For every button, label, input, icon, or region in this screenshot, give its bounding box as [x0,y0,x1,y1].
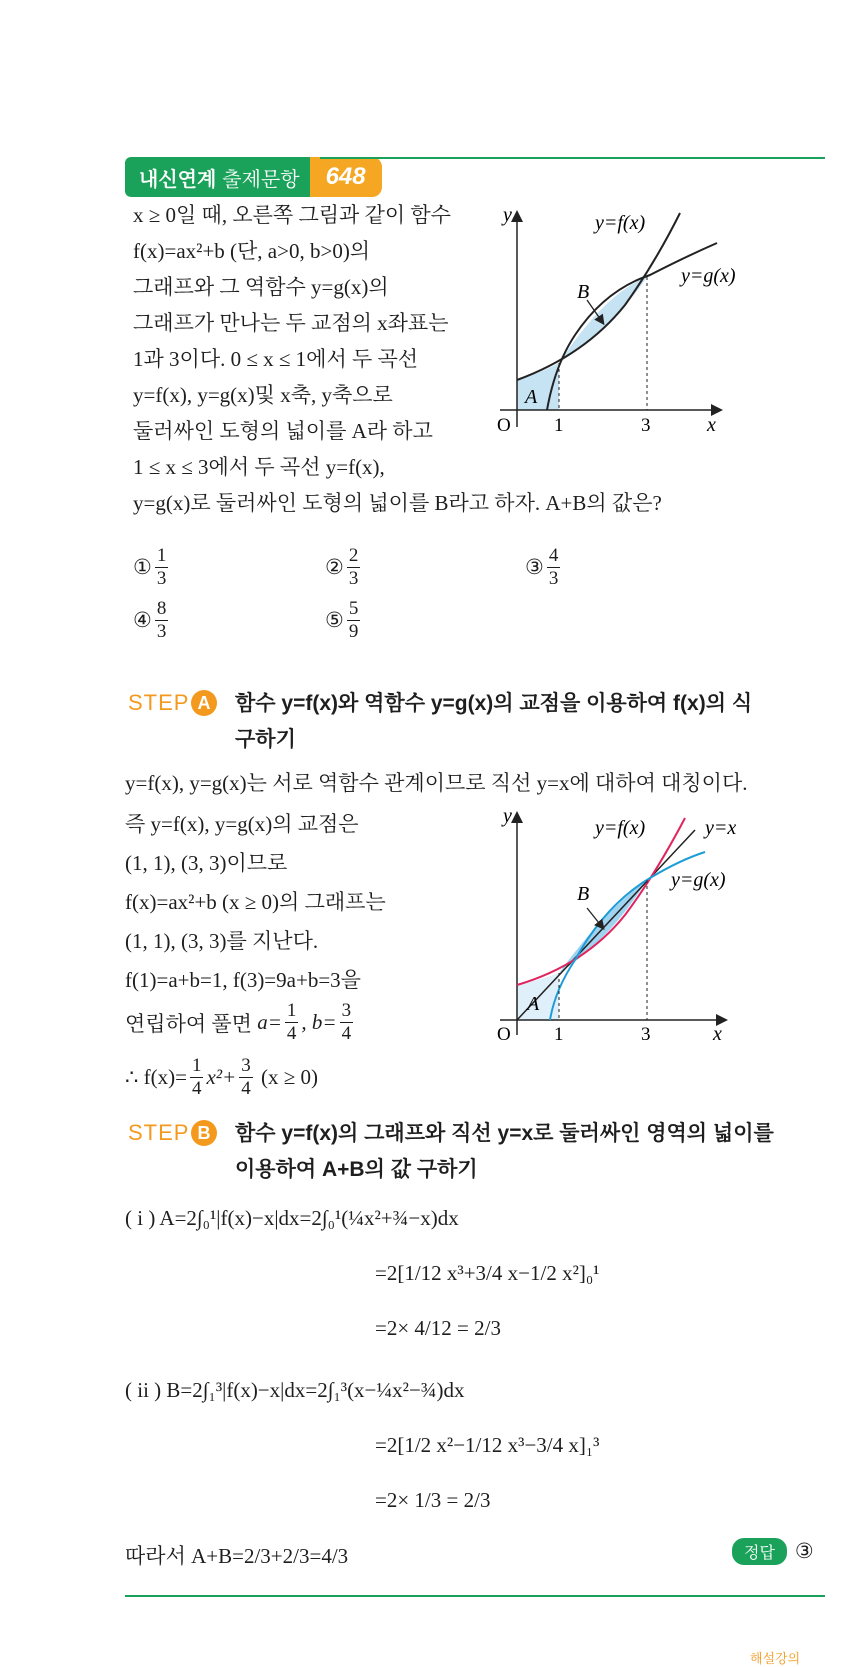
choice-frac: $\frac{5}{9}$ [348,598,359,642]
symmetry-line: y=f(x), y=g(x)는 서로 역함수 관계이므로 직선 y=x에 대하여 대칭이다. [125,771,748,795]
result-suffix: (x ≥ 0) [260,1065,318,1089]
problem-line: y=g(x)로 둘러싸인 도형의 넓이를 B라고 하자. A+B의 값은? [133,491,662,515]
area-b-label: B [577,883,590,905]
x-axis-label: x [707,414,716,436]
tick-1: 1 [554,415,564,436]
choice-num: ② [325,555,344,579]
answer-label: 정답 [732,1538,787,1565]
step-label: STEP [128,1120,190,1145]
choice-frac: $\frac{8}{3}$ [156,598,167,642]
step-letter: A [191,690,217,716]
curve-f [517,213,680,380]
problem-number: 648 [310,157,382,197]
calc-i-line2: =2[1/12 x³+3/4 x−1/2 x²]₀¹ [375,1261,600,1285]
solve-line [125,1000,356,1045]
step-title-line: 이용하여 A+B의 값 구하기 [235,1158,478,1181]
choice-num: ① [133,555,152,579]
badge-bold-text: 내신연계 [139,168,217,191]
tick-1: 1 [554,1024,564,1045]
area-b-fill [559,880,647,973]
tick-3: 3 [641,415,651,436]
area-a-label: A [525,386,538,408]
area-b-label: B [577,281,590,303]
footer-rule [125,1595,825,1597]
b-frac: $\frac{3}{4}$ [341,1000,352,1044]
step-letter: B [191,1120,217,1146]
calc-i-line3: =2× 4/12 = 2/3 [375,1316,501,1340]
choice-num: ⑤ [325,608,344,632]
result-mid: x²+ [206,1065,237,1089]
final-line: 따라서 A+B=2/3+2/3=4/3 [125,1544,349,1568]
badge-green [125,157,310,197]
step-title-line: 구하기 [235,728,296,751]
tick-3: 3 [641,1024,651,1045]
problem-line: y=f(x), y=g(x)및 x축, y축으로 [133,383,393,407]
step-a-line: f(x)=ax²+b (x ≥ 0)의 그래프는 [125,890,386,914]
problem-line: 둘러싸인 도형의 넓이를 A라 하고 [133,419,433,443]
step-a-line: (1, 1), (3, 3)를 지난다. [125,929,319,953]
answer-value: ③ [794,1539,814,1563]
calc-i-line1: ( i ) A=2∫₀¹|f(x)−x|dx=2∫₀¹(¼x²+¾−x)dx [125,1206,459,1230]
choice-5[interactable] [325,598,363,643]
step-a-line: (1, 1), (3, 3)이므로 [125,851,288,875]
b-expr: , b= [301,1010,337,1034]
f-label: y=f(x) [595,212,646,234]
choice-frac: $\frac{2}{3}$ [348,545,359,589]
problem-line: f(x)=ax²+b (단, a>0, b>0)의 [133,239,371,263]
step-a-tag [128,690,217,716]
choice-2[interactable] [325,545,363,590]
result-line [125,1055,318,1100]
step-b-title [235,1116,774,1188]
x-axis-label: x [713,1023,722,1045]
area-b-fill [559,277,647,363]
r1-frac: $\frac{1}{4}$ [191,1055,202,1099]
y-axis-label: y [503,805,512,827]
step-a-body [125,805,386,1000]
problem-badge [125,157,382,197]
step-label: STEP [128,690,190,715]
step-title-line: 함수 y=f(x)의 그래프와 직선 y=x로 둘러싸인 영역의 넓이를 [235,1122,774,1145]
choice-1[interactable] [133,545,171,590]
choice-4[interactable] [133,598,171,643]
g-label: y=g(x) [681,265,736,287]
result-prefix: ∴ f(x)= [125,1065,187,1089]
choice-3[interactable] [525,545,563,590]
footer-text[interactable]: 해설강의 [750,1651,801,1666]
r2-frac: $\frac{3}{4}$ [241,1055,251,1099]
origin-label: O [497,1024,511,1045]
choice-frac: $\frac{4}{3}$ [548,545,559,589]
line-label: y=x [705,817,737,839]
area-a-label: A [527,993,540,1015]
calc-ii-line1: ( ii ) B=2∫₁³|f(x)−x|dx=2∫₁³(x−¼x²−¾)dx [125,1378,465,1402]
choice-num: ③ [525,555,544,579]
step-a-line: 즉 y=f(x), y=g(x)의 교점은 [125,812,359,836]
answer-box [732,1538,814,1565]
curve-f [517,818,685,985]
choice-num: ④ [133,608,152,632]
origin-label: O [497,415,511,436]
step-b-tag [128,1120,217,1146]
problem-line: 그래프가 만나는 두 교점의 x좌표는 [133,311,449,335]
problem-line: 1 ≤ x ≤ 3에서 두 곡선 y=f(x), [133,455,385,479]
header-rule [320,157,825,159]
a-frac: $\frac{1}{4}$ [286,1000,297,1044]
graph-solution [495,800,825,1055]
b-pointer [587,908,603,928]
graph-problem [495,205,795,465]
problem-line: 그래프와 그 역함수 y=g(x)의 [133,275,389,299]
calc-ii-line3: =2× 1/3 = 2/3 [375,1488,491,1512]
problem-line: 1과 3이다. 0 ≤ x ≤ 1에서 두 곡선 [133,347,419,371]
g-label: y=g(x) [671,869,726,891]
solve-prefix: 연립하여 풀면 [125,1011,252,1036]
line-y-eq-x [517,830,695,1020]
calc-ii-line2: =2[1/2 x²−1/12 x³−3/4 x]₁³ [375,1433,600,1457]
y-axis-label: y [503,205,512,226]
step-a-line: f(1)=a+b=1, f(3)=9a+b=3을 [125,968,361,992]
badge-label: 출제문항 [222,168,300,191]
a-expr: a= [257,1010,282,1034]
step-title-line: 함수 y=f(x)와 역함수 y=g(x)의 교점을 이용하여 f(x)의 식 [235,692,753,715]
problem-line: x ≥ 0일 때, 오른쪽 그림과 같이 함수 [133,203,451,227]
choice-frac: $\frac{1}{3}$ [156,545,167,589]
step-a-title [235,686,752,758]
f-label: y=f(x) [595,817,646,839]
